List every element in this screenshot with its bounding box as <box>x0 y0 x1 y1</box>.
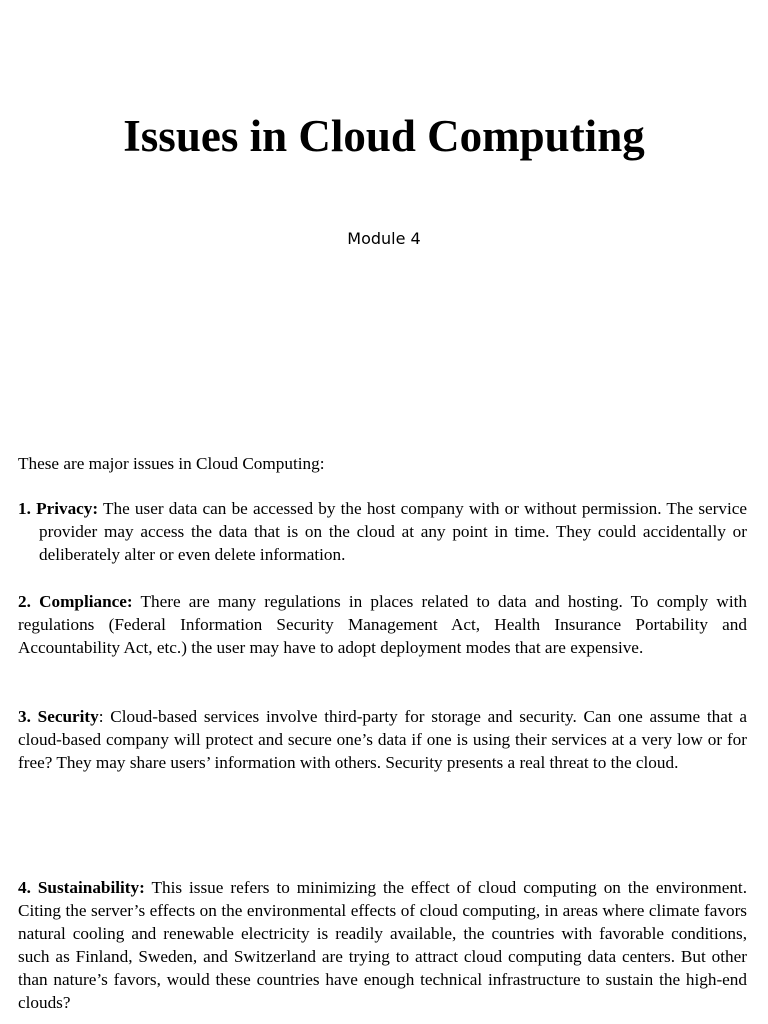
issue-sustainability-label: 4. Sustainability: <box>18 878 145 897</box>
issue-compliance <box>18 590 747 659</box>
issue-compliance-text: There are many regulations in places related to data and hosting. To comply with regulations (Federal Information Security Management Act, Health Insurance Portability and Accountability Act, etc.) the user may have to adopt deployment modes that are expensive. <box>18 592 747 657</box>
issue-security-text: : Cloud-based services involve third-party for storage and security. Can one assume that a cloud-based company will protect and secure one’s data if one is using their services at a very low or for free? They may share users’ information with others. Security presents a real threat to the cloud. <box>18 707 747 772</box>
issue-privacy-label: 1. Privacy: <box>18 499 99 518</box>
issue-security-label: 3. Security <box>18 707 99 726</box>
issue-compliance-label: 2. Compliance: <box>18 592 133 611</box>
page-subtitle: Module 4 <box>347 229 421 248</box>
issue-sustainability <box>18 876 747 1014</box>
issue-privacy-text: The user data can be accessed by the host company with or without permission. The service provider may access the data that is on the cloud at any point in time. They could accidentally or deliberately alter or even delete information. <box>39 499 747 564</box>
intro-text: These are major issues in Cloud Computing: <box>18 454 325 473</box>
issue-sustainability-text: This issue refers to minimizing the effect of cloud computing on the environment. Citing the server’s effects on the environmental effects of cloud computing, in areas where climate favors natural cooling and renewable electricity is readily available, the countries with favorable conditions, such as Finland, Sweden, and Switzerland are trying to attract cloud computing data centers. But other than nature’s favors, would these countries have enough technical infrastructure to sustain the high-end clouds? <box>18 878 747 1012</box>
issue-security <box>18 705 747 774</box>
page-title: Issues in Cloud Computing <box>123 111 645 161</box>
issue-privacy <box>18 497 747 566</box>
